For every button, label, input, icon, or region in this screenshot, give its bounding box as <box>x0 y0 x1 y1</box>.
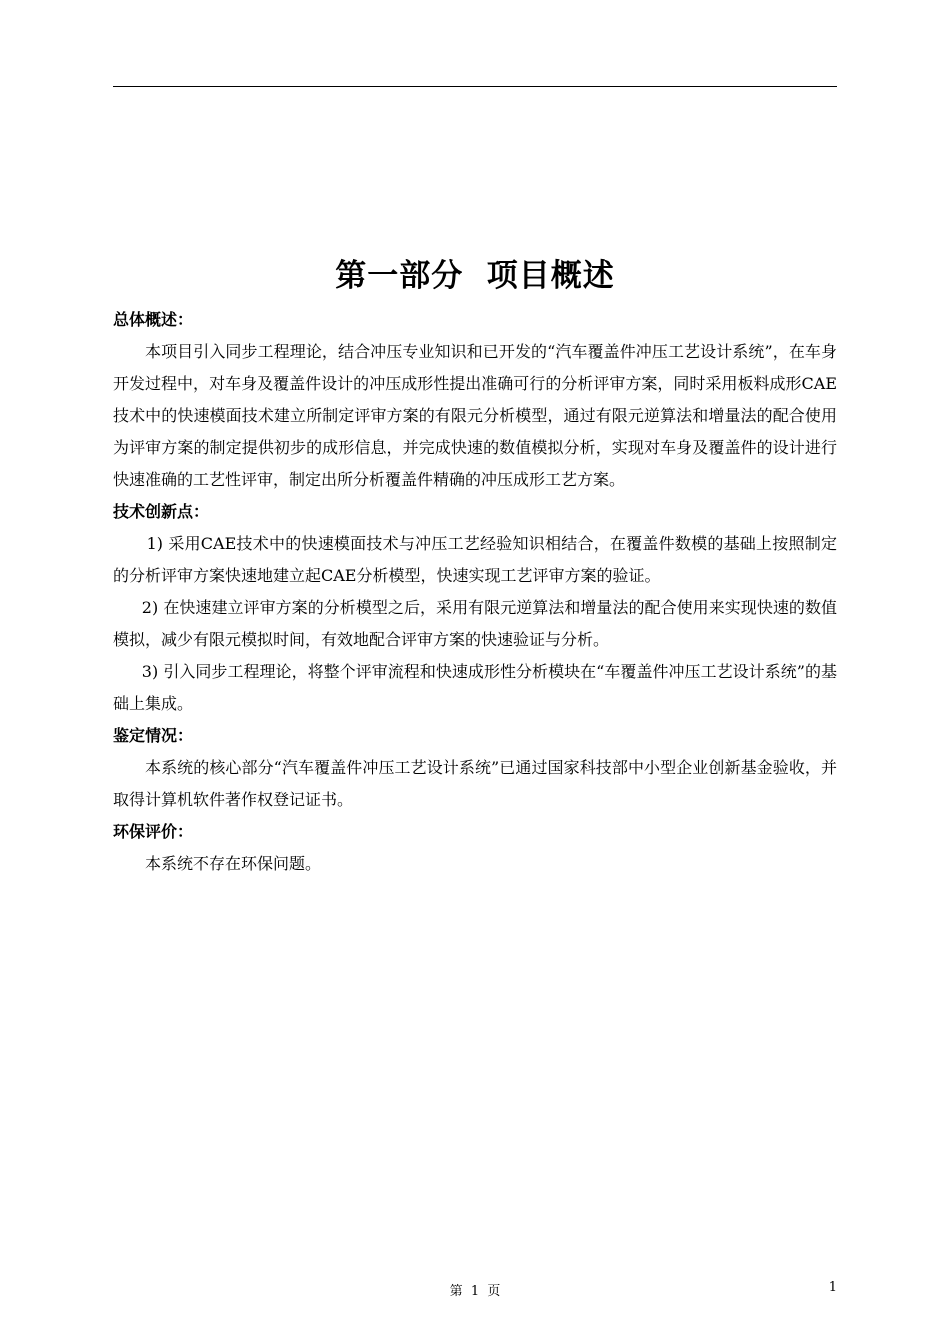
paragraph: 本系统不存在环保问题。 <box>145 854 322 873</box>
paragraph: 1) 采用CAE技术中的快速模面技术与冲压工艺经验知识相结合，在覆盖件数模的基础上按照制定的分析评审方案快速地建立起CAE分析模型，快速实现工艺评审方案的验证。 <box>113 534 837 585</box>
paragraph: 2) 在快速建立评审方案的分析模型之后，采用有限元逆算法和增量法的配合使用来实现快速的数值模拟，减少有限元模拟时间，有效地配合评审方案的快速验证与分析。 <box>113 598 837 649</box>
section-heading: 环保评价： <box>113 822 194 841</box>
footer-page-label: 第 1 页 <box>449 1284 501 1299</box>
section-innovation <box>113 496 837 720</box>
page-title: 第一部分 项目概述 <box>335 258 615 294</box>
paragraph: 本项目引入同步工程理论，结合冲压专业知识和已开发的“汽车覆盖件冲压工艺设计系统”，在车身开发过程中，对车身及覆盖件设计的冲压成形性提出准确可行的分析评审方案，同时采用板料成形CAE技术中的快速模面技术建立所制定评审方案的有限元分析模型，通过有限元逆算法和增量法的配合使用为评审方案的制定提供初步的成形信息，并完成快速的数值模拟分析，实现对车身及覆盖件的设计进行快速准确的工艺性评审，制定出所分析覆盖件精确的冲压成形工艺方案。 <box>113 342 837 489</box>
section-environment <box>113 816 837 880</box>
paragraph: 本系统的核心部分“汽车覆盖件冲压工艺设计系统”已通过国家科技部中小型企业创新基金验收，并取得计算机软件著作权登记证书。 <box>113 758 837 809</box>
paragraph: 3) 引入同步工程理论，将整个评审流程和快速成形性分析模块在“车覆盖件冲压工艺设计系统”的基础上集成。 <box>113 662 837 713</box>
section-heading: 技术创新点： <box>113 502 210 521</box>
document-body <box>113 304 837 880</box>
section-appraisal <box>113 720 837 816</box>
section-overview <box>113 304 837 496</box>
section-heading: 总体概述： <box>113 310 194 329</box>
section-heading: 鉴定情况： <box>113 726 194 745</box>
footer-page-number: 1 <box>828 1280 837 1295</box>
header-rule <box>113 86 837 87</box>
